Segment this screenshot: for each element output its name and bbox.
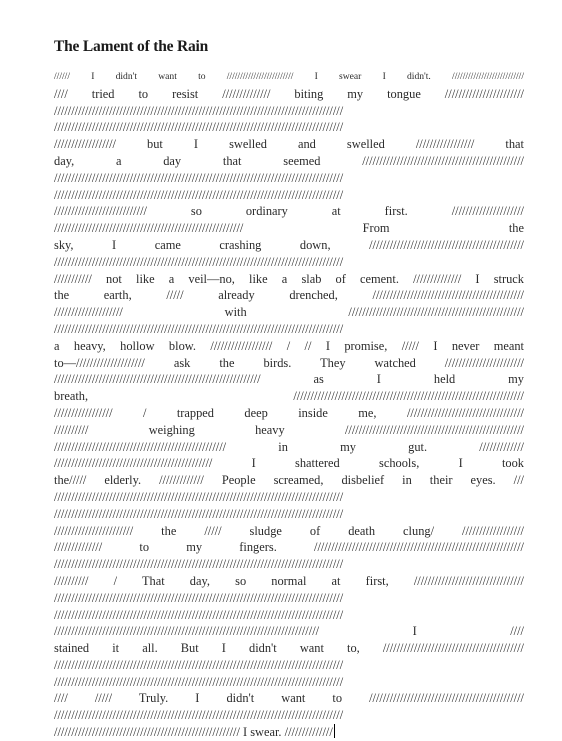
poem-line: ////////////////////////////////////////////////// in my gut. /////////////	[54, 439, 524, 454]
poem-line: /////////////////////////////////////////////////////// From the	[54, 221, 524, 236]
poem-line: ////////////////////////////////////////////////////////////////////////////////////	[54, 489, 344, 504]
poem-line: ////////// weighing heavy ////////////////////////////////////////////////////	[54, 422, 524, 437]
poem-line: ////////////////////////////////////////////////////////////////////////////////////	[54, 708, 344, 723]
poem-line: day, a day that seemed ///////////////////////////////////////////////	[54, 153, 524, 168]
poem-line: ////////////////////////////////////////////////////////////////////////////////////	[54, 187, 344, 202]
poem-line: ////////////////////////////////////////////////////////////////////////////////////	[54, 590, 344, 605]
poem-line: //////////////////////////////////////////////////////////// as I held my	[54, 372, 524, 387]
poem-line: breath, ///////////////////////////////////////////////////////////////////	[54, 389, 524, 404]
poem-body[interactable]	[54, 69, 524, 741]
poem-line: ////////////////// but I swelled and swelled ///////////////// that	[54, 137, 524, 152]
poem-line: ////////////////////////////////////////////////////////////////////////////////////	[54, 557, 344, 572]
poem-line: to—//////////////////// ask the birds. They watched ///////////////////////	[54, 355, 524, 370]
poem-line: //////////////////// with ///////////////////////////////////////////////////	[54, 305, 524, 320]
poem-line: ////////////// to my fingers. /////////////////////////////////////////////////////////////	[54, 540, 524, 555]
poem-line: sky, I came crashing down, /////////////////////////////////////////////	[54, 237, 524, 252]
poem-line: stained it all. But I didn't want to, /////////////////////////////////////////	[54, 641, 524, 656]
poem-line: ////////////////////////////////////////////// I shattered schools, I took	[54, 456, 524, 471]
poem-line: ////////////////////////////////////////////////////////////////////////////////////	[54, 657, 344, 672]
poem-line: ///////////////// / trapped deep inside me, //////////////////////////////////	[54, 405, 524, 420]
poem-line: a heavy, hollow blow. ////////////////// / // I promise, ///// I never meant	[54, 338, 524, 353]
document-title: The Lament of the Rain	[54, 38, 209, 55]
poem-line: ////////////////////////////////////////////////////// I swear. //////////////	[54, 725, 333, 740]
poem-line: /////////// not like a veil—no, like a slab of cement. ////////////// I struck	[54, 271, 524, 286]
poem-line: ////////////////////////////////////////////////////////////////////////////////////	[54, 506, 344, 521]
poem-line: ////////////////////////////////////////////////////////////////////////////////////	[54, 321, 344, 336]
poem-line: ////////////////////////////////////////////////////////////////////////////////////	[54, 170, 344, 185]
poem-line: ////////////////////////////////////////////////////////////////////////////////////	[54, 254, 344, 269]
poem-line: //// tried to resist ////////////// biting my tongue ///////////////////////	[54, 86, 524, 101]
poem-line: the earth, ///// already drenched, ////////////////////////////////////////////	[54, 288, 524, 303]
text-cursor	[334, 724, 335, 738]
poem-line: ////////////////////////////////////////////////////////////////////////////////////	[54, 674, 344, 689]
poem-line: ////////////////////////////////////////////////////////////////////////////////////	[54, 120, 344, 135]
poem-line: ////// I didn't want to ///////////////////////// I swear I didn't. ///////////////////////////	[54, 71, 524, 82]
poem-line: ////////////////////////////////////////////////////////////////////////////////////	[54, 607, 344, 622]
poem-line: ////////// / That day, so normal at first, ////////////////////////////////	[54, 573, 524, 588]
poem-line: /////////////////////////// so ordinary at first. /////////////////////	[54, 204, 524, 219]
poem-line: the///// elderly. ///////////// People screamed, disbelief in their eyes. ///	[54, 473, 524, 488]
poem-line: ////////////////////////////////////////////////////////////////////////////////////	[54, 103, 344, 118]
poem-line: ///////////////////////////////////////////////////////////////////////////// I ////	[54, 624, 524, 639]
poem-line: /////////////////////// the ///// sludge of death clung/ //////////////////	[54, 523, 524, 538]
poem-line: //// ///// Truly. I didn't want to /////////////////////////////////////////////	[54, 691, 524, 706]
